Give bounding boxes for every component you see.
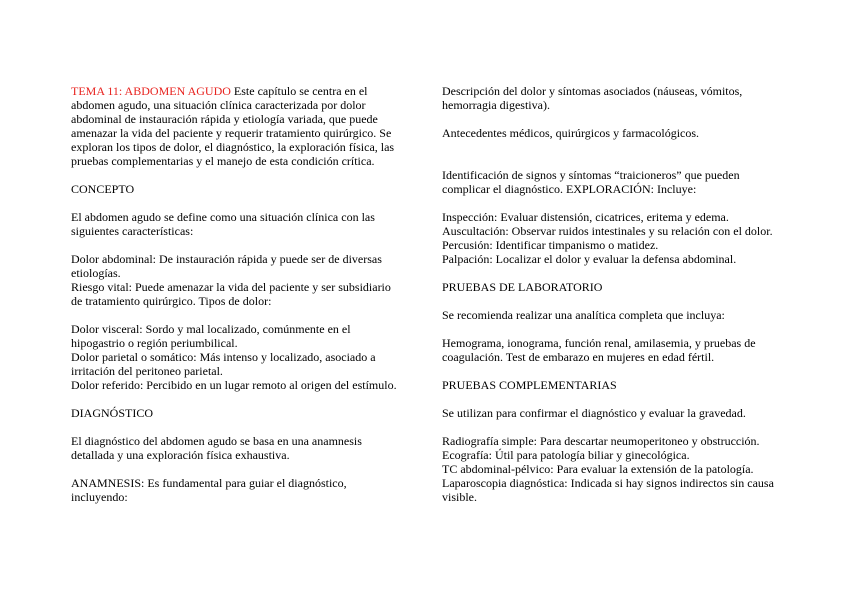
complementary-item: Laparoscopia diagnóstica: Indicada si hay signos indirectos sin causa visible. bbox=[442, 476, 774, 504]
complementary-item: Radiografía simple: Para descartar neumoperitoneo y obstrucción. bbox=[442, 434, 760, 448]
diagnostico-heading: DIAGNÓSTICO bbox=[71, 406, 153, 420]
left-column bbox=[71, 84, 401, 504]
characteristic-item: Riesgo vital: Puede amenazar la vida del paciente y ser subsidiario de tratamiento quirúrgico. Tipos de dolor: bbox=[71, 280, 391, 308]
complementary-item: TC abdominal-pélvico: Para evaluar la extensión de la patología. bbox=[442, 462, 754, 476]
lab-list: Hemograma, ionograma, función renal, amilasemia, y pruebas de coagulación. Test de embarazo en mujeres en edad fértil. bbox=[442, 336, 756, 364]
right-column bbox=[442, 84, 782, 504]
diagnostico-text: El diagnóstico del abdomen agudo se basa en una anamnesis detallada y una exploración física exhaustiva. bbox=[71, 434, 362, 462]
pain-type-item: Dolor parietal o somático: Más intenso y localizado, asociado a irritación del peritoneo parietal. bbox=[71, 350, 376, 378]
exploration-item: Inspección: Evaluar distensión, cicatrices, eritema y edema. bbox=[442, 210, 729, 224]
exploration-item: Auscultación: Observar ruidos intestinales y su relación con el dolor. bbox=[442, 224, 773, 238]
characteristic-item: Dolor abdominal: De instauración rápida y puede ser de diversas etiologías. bbox=[71, 252, 382, 280]
pain-type-item: Dolor referido: Percibido en un lugar remoto al origen del estímulo. bbox=[71, 378, 397, 392]
concepto-heading: CONCEPTO bbox=[71, 182, 135, 196]
exploration-item: Palpación: Localizar el dolor y evaluar la defensa abdominal. bbox=[442, 252, 737, 266]
complementary-item: Ecografía: Útil para patología biliar y ginecológica. bbox=[442, 448, 690, 462]
concepto-text: El abdomen agudo se define como una situación clínica con las siguientes características: bbox=[71, 210, 375, 238]
exploration-item: Percusión: Identificar timpanismo o matidez. bbox=[442, 238, 659, 252]
lab-text: Se recomienda realizar una analítica completa que incluya: bbox=[442, 308, 725, 322]
lab-heading: PRUEBAS DE LABORATORIO bbox=[442, 280, 603, 294]
anamnesis-item: Antecedentes médicos, quirúrgicos y farmacológicos. bbox=[442, 126, 700, 140]
chapter-title: TEMA 11: ABDOMEN AGUDO bbox=[71, 84, 231, 98]
anamnesis-item: Identificación de signos y síntomas “traicioneros” que pueden complicar el diagnóstico. EXPLORACIÓN: Incluye: bbox=[442, 168, 740, 196]
intro-text: Este capítulo se centra en el abdomen agudo, una situación clínica caracterizada por dolor abdominal de instauración rápida y etiología variada, que puede amenazar la vida del paciente y requerir tratamiento quirúrgico. Se exploran los tipos de dolor, el diagnóstico, la exploración física, las pruebas complementarias y el manejo de esta condición crítica. bbox=[71, 84, 395, 168]
anamnesis-item: Descripción del dolor y síntomas asociados (náuseas, vómitos, hemorragia digestiva). bbox=[442, 84, 743, 112]
complementary-heading: PRUEBAS COMPLEMENTARIAS bbox=[442, 378, 617, 392]
complementary-text: Se utilizan para confirmar el diagnóstico y evaluar la gravedad. bbox=[442, 406, 746, 420]
intro-paragraph bbox=[71, 84, 401, 168]
pain-type-item: Dolor visceral: Sordo y mal localizado, comúnmente en el hipogastrio o región periumbilical. bbox=[71, 322, 351, 350]
anamnesis-text: ANAMNESIS: Es fundamental para guiar el diagnóstico, incluyendo: bbox=[71, 476, 347, 504]
